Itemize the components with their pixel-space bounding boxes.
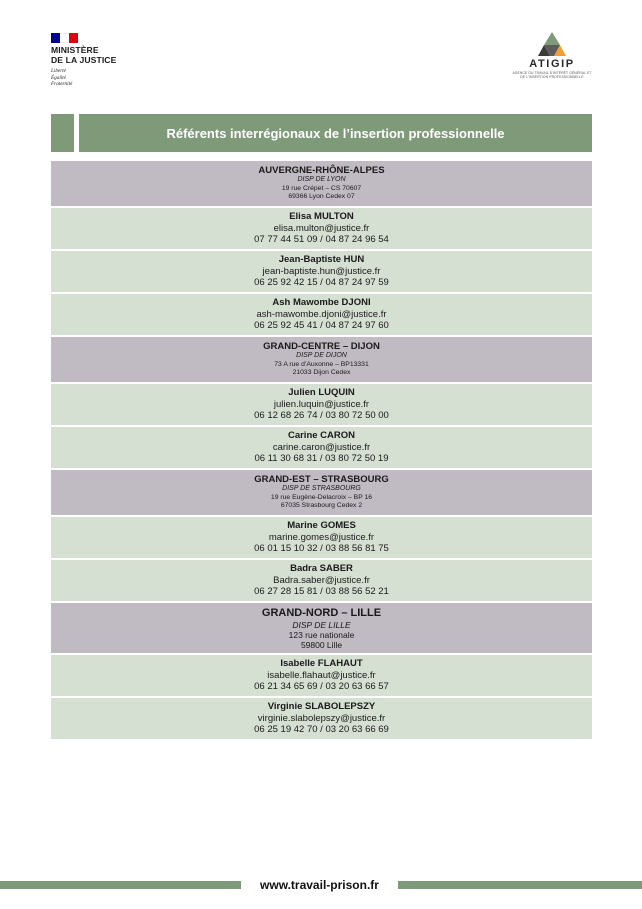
region-row [51, 337, 592, 384]
region-address-line: 73 A rue d’Auxonne – BP13331 [274, 360, 369, 368]
region-address-line: 69366 Lyon Cedex 07 [288, 193, 355, 201]
contact-name: Isabelle FLAHAUT [280, 658, 363, 670]
contact-email[interactable]: elisa.multon@justice.fr [273, 222, 370, 234]
ministry-name-line1: MINISTÈRE [51, 45, 99, 55]
region-disp: DISP DE LILLE [292, 619, 351, 630]
contact-phone: 06 25 92 42 15 / 04 87 24 97 59 [254, 277, 389, 289]
contact-name: Ash Mawombe DJONI [272, 297, 371, 309]
contact-row [51, 560, 592, 603]
contact-phone: 06 01 15 10 32 / 03 88 56 81 75 [254, 543, 389, 555]
region-disp: DISP DE LYON [297, 176, 346, 184]
contact-phone: 07 77 44 51 09 / 04 87 24 96 54 [254, 234, 389, 246]
contact-row [51, 517, 592, 560]
contact-email[interactable]: virginie.slabolepszy@justice.fr [257, 712, 386, 724]
contact-email[interactable]: carine.caron@justice.fr [272, 441, 371, 453]
region-name: GRAND-NORD – LILLE [261, 606, 382, 619]
motto-line: Égalité [51, 74, 66, 81]
contact-row [51, 208, 592, 251]
republic-motto [51, 68, 141, 87]
contact-phone: 06 11 30 68 31 / 03 80 72 50 19 [254, 453, 389, 465]
region-address-line: 21033 Dijon Cedex [292, 369, 351, 377]
region-name: AUVERGNE-RHÔNE-ALPES [258, 165, 385, 177]
contact-row [51, 294, 592, 337]
contact-name: Carine CARON [287, 430, 356, 442]
contact-phone: 06 25 19 42 70 / 03 20 63 66 69 [254, 724, 389, 736]
ministry-name [51, 46, 141, 65]
region-name: GRAND-EST – STRASBOURG [254, 474, 389, 486]
region-row [51, 161, 592, 208]
atigip-logo [512, 31, 592, 79]
title-band [51, 114, 592, 152]
footer-url[interactable]: www.travail-prison.fr [260, 878, 379, 892]
region-name: GRAND-CENTRE – DIJON [263, 341, 380, 353]
contact-row [51, 698, 592, 741]
contact-name: Elisa MULTON [289, 211, 354, 223]
contact-phone: 06 25 92 45 41 / 04 87 24 97 60 [254, 320, 389, 332]
contact-name: Virginie SLABOLEPSZY [267, 701, 376, 713]
contact-row [51, 427, 592, 470]
contact-phone: 06 12 68 26 74 / 03 80 72 50 00 [254, 410, 389, 422]
french-flag-icon [51, 33, 78, 43]
region-address-line: 19 rue Eugène-Delacroix – BP 16 [270, 493, 373, 501]
region-address-line: 59800 Lille [300, 639, 343, 650]
contact-name: Julien LUQUIN [288, 387, 355, 399]
page-title: Référents interrégionaux de l’insertion professionnelle [79, 114, 592, 152]
contact-name: Badra SABER [290, 563, 353, 575]
contact-phone: 06 21 34 65 69 / 03 20 63 66 57 [254, 681, 389, 693]
contact-email[interactable]: julien.luquin@justice.fr [273, 398, 370, 410]
region-row [51, 470, 592, 517]
footer-bar-right [398, 881, 642, 889]
contact-email[interactable]: jean-baptiste.hun@justice.fr [262, 265, 381, 277]
ministry-name-line2: DE LA JUSTICE [51, 54, 117, 65]
contacts-table [51, 161, 592, 741]
contact-name: Marine GOMES [287, 520, 356, 532]
region-address-line: 123 rue nationale [288, 629, 355, 640]
contact-email[interactable]: Badra.saber@justice.fr [273, 574, 370, 586]
motto-line: Fraternité [51, 81, 73, 87]
region-disp: DISP DE STRASBOURG [282, 485, 361, 493]
contact-email[interactable]: ash-mawombe.djoni@justice.fr [256, 308, 387, 320]
contact-email[interactable]: isabelle.flahaut@justice.fr [267, 669, 376, 681]
footer-bar-left [0, 881, 241, 889]
atigip-triangle-icon [537, 31, 567, 57]
motto-line: Liberté [51, 68, 66, 75]
atigip-subtitle: AGENCE DU TRAVAIL D'INTÉRÊT GÉNÉRAL ET DE L'INSERTION PROFESSIONNELLE [512, 71, 592, 80]
contact-name: Jean-Baptiste HUN [278, 254, 365, 266]
contact-row [51, 251, 592, 294]
title-accent-block [51, 114, 74, 152]
contact-row [51, 384, 592, 427]
region-address-line: 67035 Strasbourg Cedex 2 [280, 502, 363, 510]
region-address-line: 19 rue Crépet – CS 70607 [281, 184, 362, 192]
footer [0, 877, 642, 893]
contact-row [51, 655, 592, 698]
atigip-name: ATIGIP [529, 58, 575, 70]
region-disp: DISP DE DIJON [296, 352, 347, 360]
contact-phone: 06 27 28 15 81 / 03 88 56 52 21 [254, 586, 389, 598]
contact-email[interactable]: marine.gomes@justice.fr [268, 531, 375, 543]
ministry-logo [51, 33, 141, 87]
region-row [51, 603, 592, 655]
